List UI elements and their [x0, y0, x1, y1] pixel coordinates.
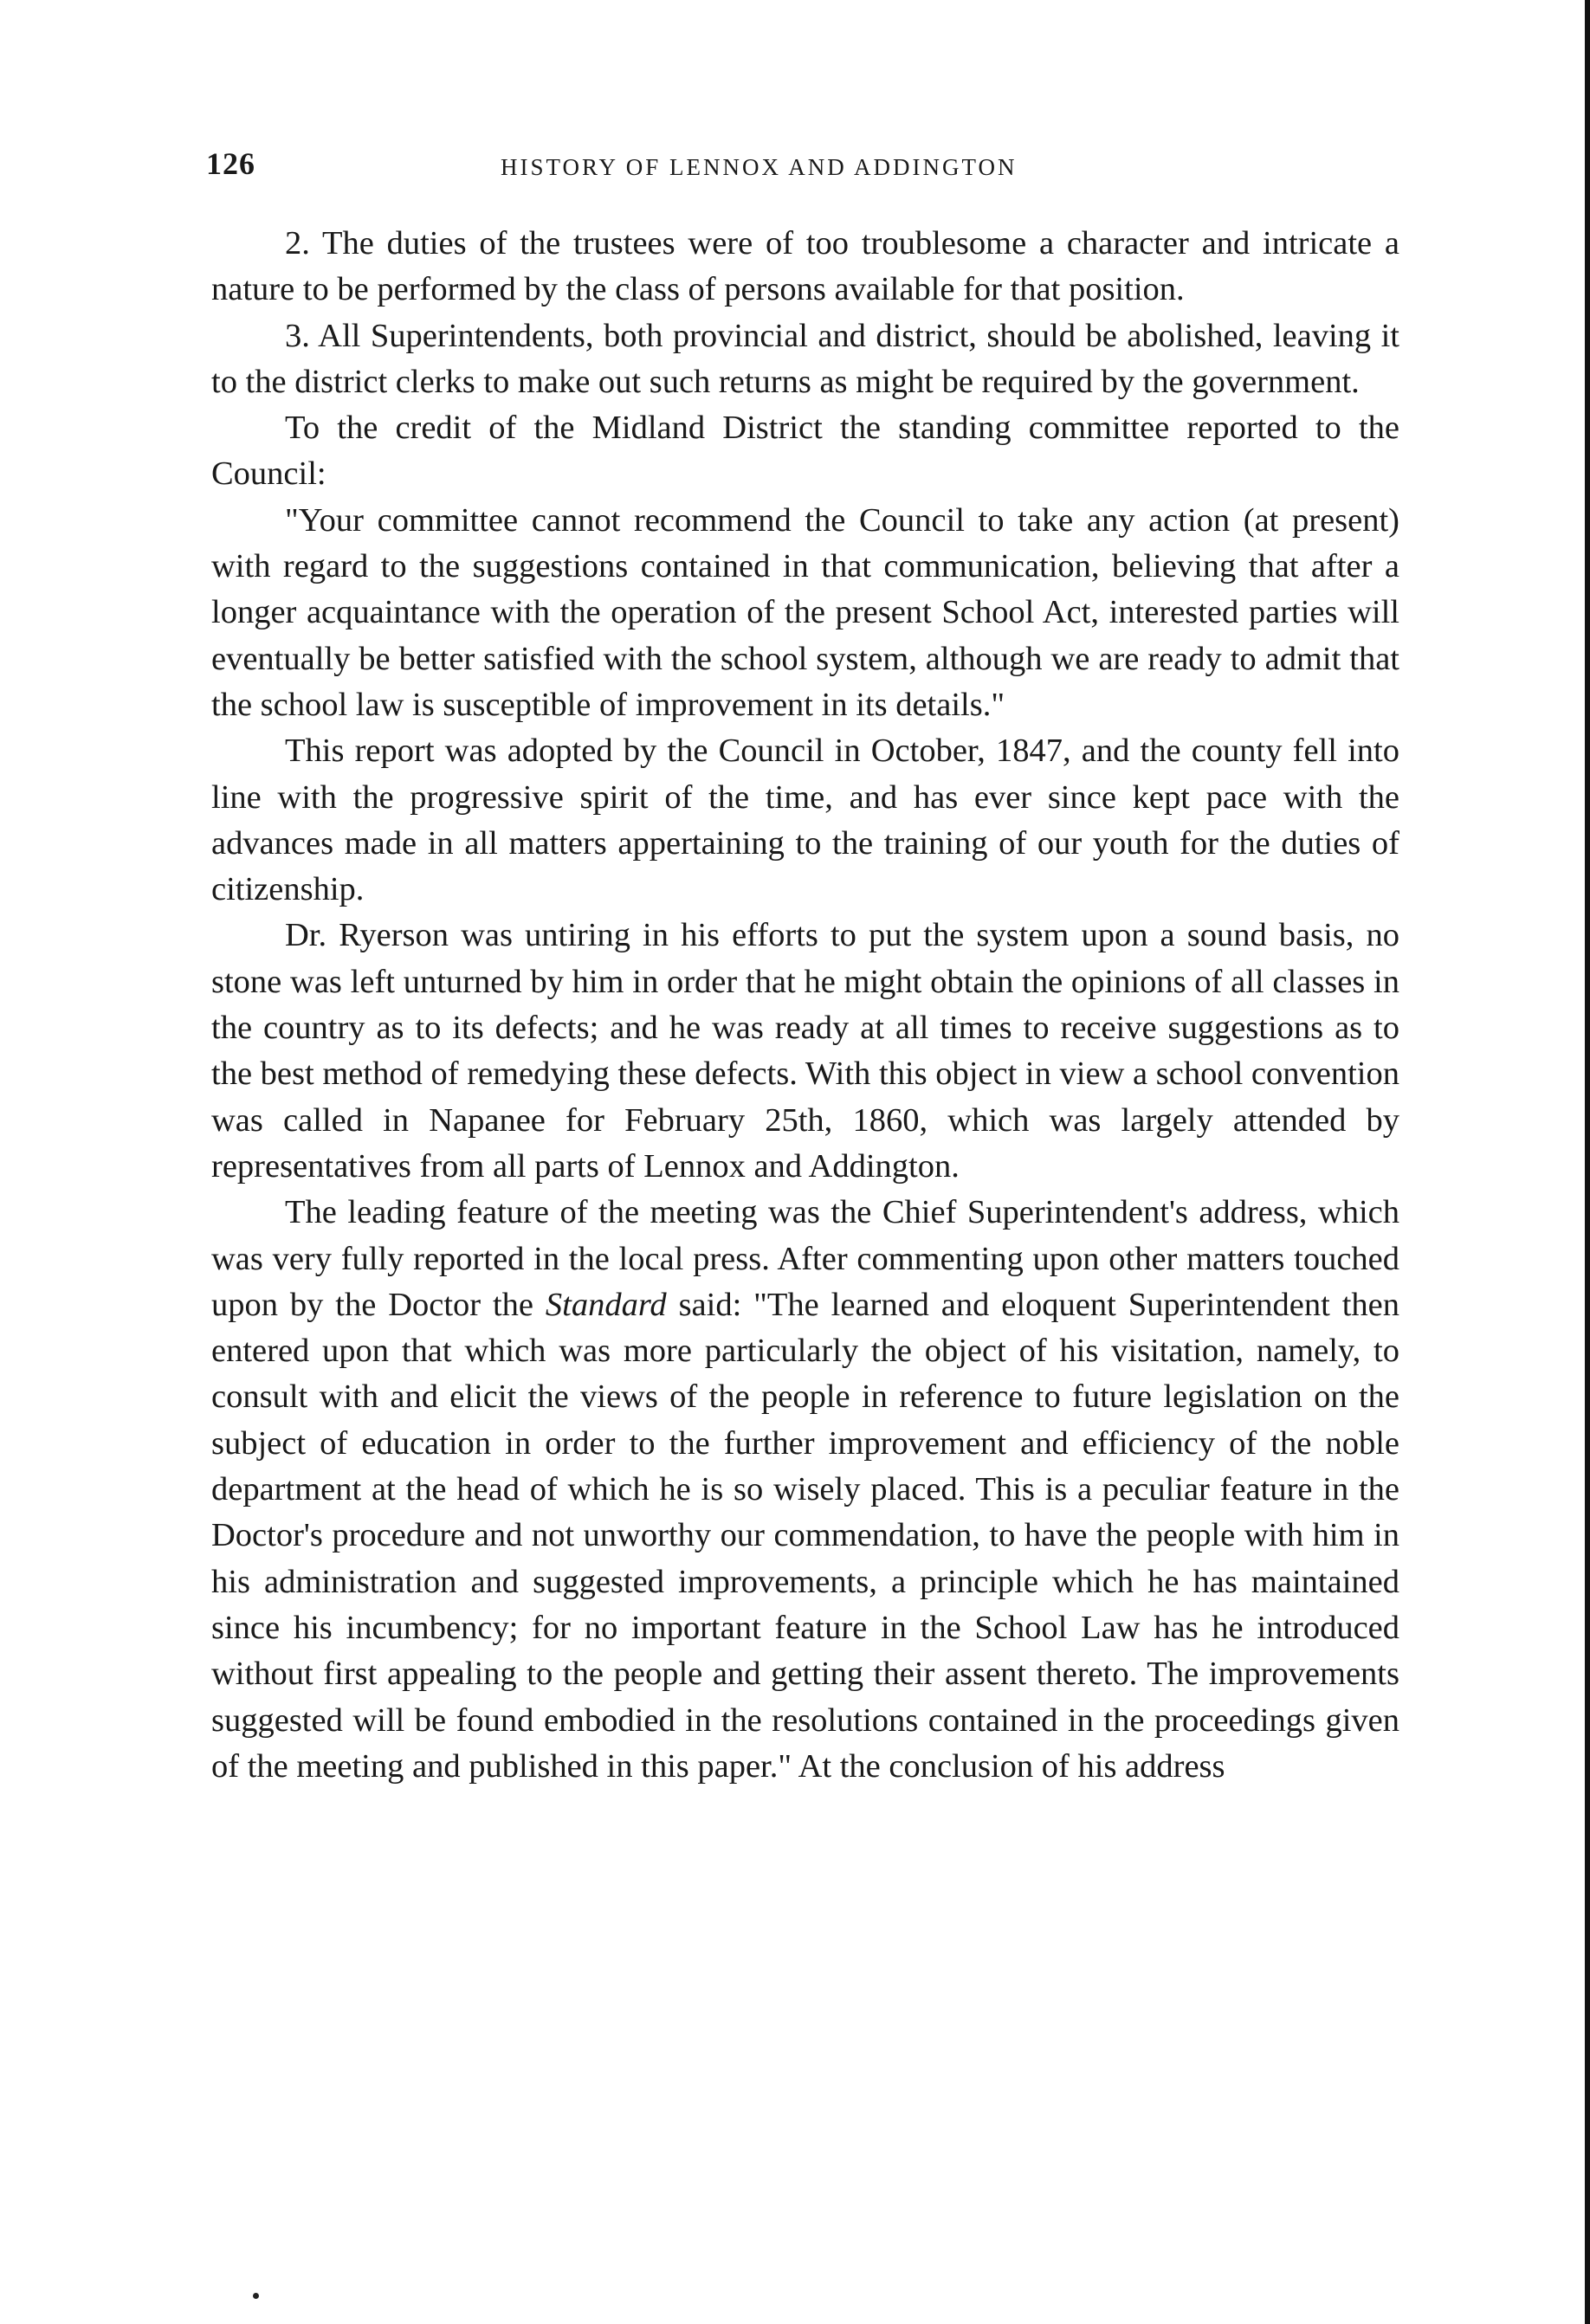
page-header	[206, 145, 1410, 189]
paragraph-report-adopted: This report was adopted by the Council in October, 1847, and the county fell into line with the progressive spirit of the time, and has ever since kept pace with the advances made in all matters appertaining to the training of our youth for the duties of citizenship.	[211, 733, 1399, 908]
paragraph-superintendents: 3. All Superintendents, both provincial and district, should be abolished, leaving it to the district clerks to make out such returns as might be required by the government.	[211, 317, 1399, 400]
paragraph-trustees-duties: 2. The duties of the trustees were of too troublesome a character and intricate a nature to be performed by the class of persons available for that position.	[211, 225, 1399, 308]
paragraph-meeting-feature	[211, 1190, 1399, 1790]
page-number: 126	[206, 146, 255, 181]
running-title: HISTORY OF LENNOX AND ADDINGTON	[501, 154, 1018, 180]
body-text	[211, 221, 1399, 1790]
paragraph-committee-quote: "Your committee cannot recommend the Council to take any action (at present) with regard to the suggestions contained in that communication, believing that after a longer acquaintance with the operation of the present School Act, interested parties will eventually be better satisfied with the school system, although we are ready to admit that the school law is susceptible of improvement in its details."	[211, 501, 1399, 723]
scan-edge-border	[1585, 0, 1590, 2324]
newspaper-name: Standard	[545, 1286, 667, 1323]
scan-speckle	[253, 2293, 259, 2299]
paragraph-text-start: The leading feature of the meeting was the Chief Superintendent's address, which was very fully reported in the local press. After commenting upon other matters touched upon by the Doctor the	[211, 1194, 1399, 1323]
paragraph-committee-report: To the credit of the Midland District the standing committee reported to the Council:	[211, 410, 1399, 493]
paragraph-text-end: said: "The learned and eloquent Superintendent then entered upon that which was more particularly the object of his visitation, namely, to consult with and elicit the views of the people in reference to future legislation on the subject of education in order to the further improvement and efficiency of the noble department at the head of which he is so wisely placed. This is a peculiar feature in the Doctor's procedure and not unworthy our commendation, to have the people with him in his administration and suggested improvements, a principle which he has maintained since his incumbency; for no important feature in the School Law has he introduced without first appealing to the people and getting their assent thereto. The improvements suggested will be found embodied in the resolutions contained in the proceedings given of the meeting and published in this paper." At the conclusion of his address	[211, 1286, 1399, 1785]
paragraph-ryerson: Dr. Ryerson was untiring in his efforts to put the system upon a sound basis, no stone was left unturned by him in order that he might obtain the opinions of all classes in the country as to its defects; and he was ready at all times to receive suggestions as to the best method of remedying these defects. With this object in view a school convention was called in Napanee for February 25th, 1860, which was largely attended by representatives from all parts of Lennox and Addington.	[211, 917, 1399, 1185]
